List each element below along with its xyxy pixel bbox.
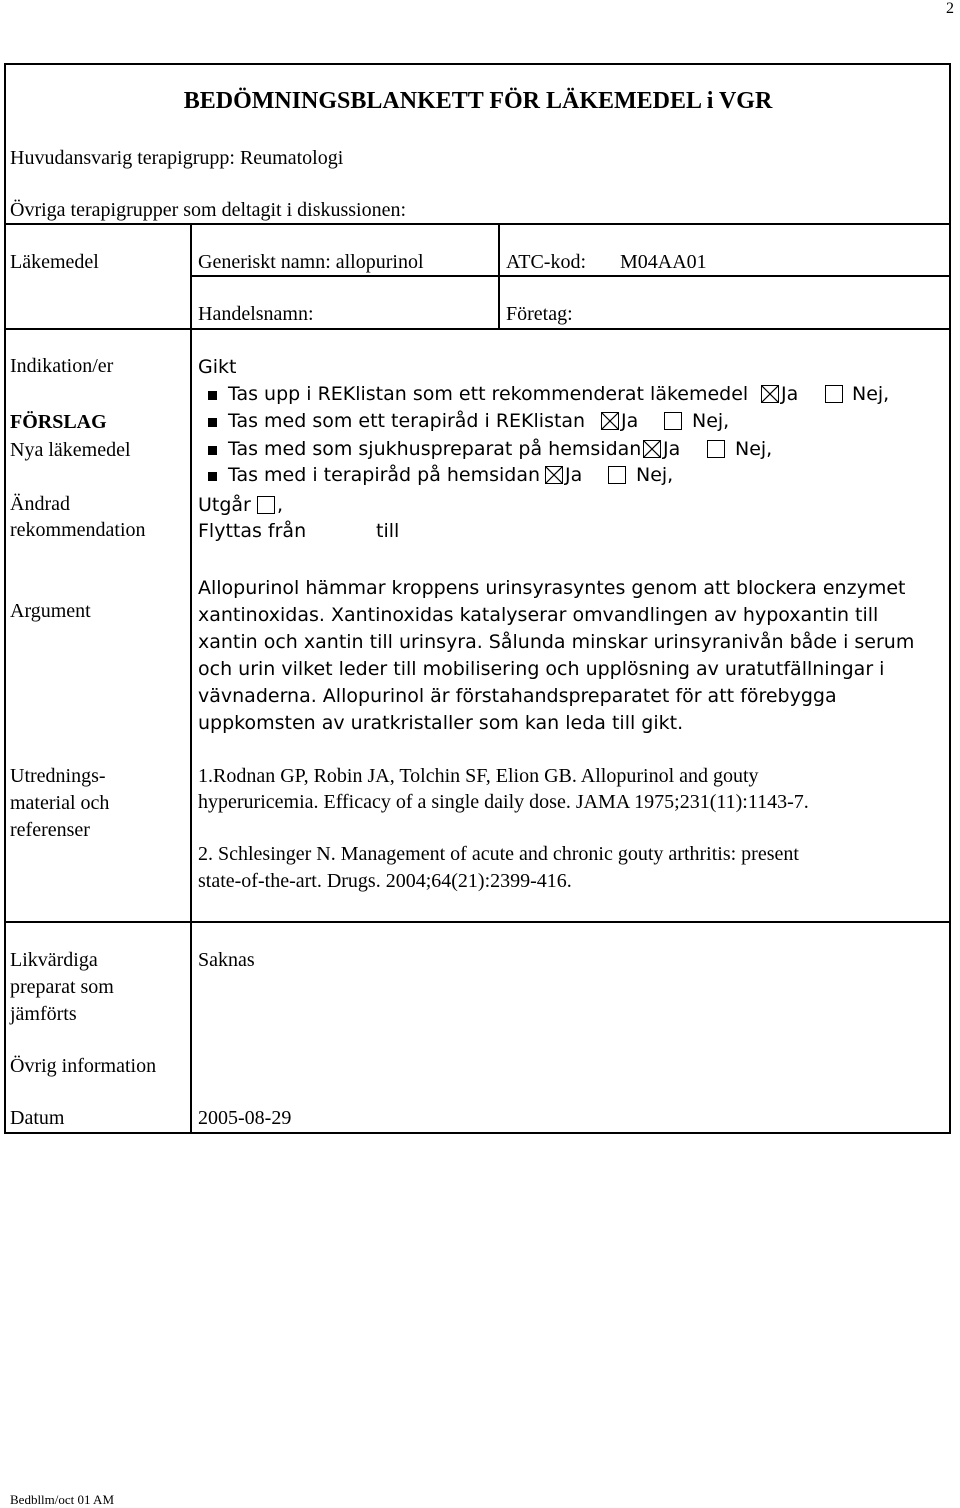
references-label-3: referenser: [10, 819, 90, 841]
bullet-icon: [208, 446, 217, 455]
references-label-2: material och: [10, 792, 110, 814]
equivalent-label-2: preparat som: [10, 976, 114, 998]
argument-line: xantin och xantin till urinsyra. Sålunda minskar urinsyranivån både i serum: [198, 631, 915, 653]
reference-item: 1.Rodnan GP, Robin JA, Tolchin SF, Elion GB. Allopurinol and gouty: [198, 765, 759, 787]
main-therapy-group: Huvudansvarig terapigrupp: Reumatologi: [10, 147, 344, 169]
ja-label: Ja: [565, 464, 583, 486]
bullet-icon: [208, 472, 217, 481]
option-text: Tas med som ett terapiråd i REKlistan: [228, 410, 586, 432]
option-text: Tas med som sjukhuspreparat på hemsidan: [228, 438, 642, 460]
page-title: BEDÖMNINGSBLANKETT FÖR LÄKEMEDEL i VGR: [183, 88, 773, 114]
nej-label: Nej,: [852, 383, 890, 405]
nej-checkbox[interactable]: [707, 440, 725, 458]
nej-checkbox[interactable]: [825, 385, 843, 403]
ja-label: Ja: [621, 410, 639, 432]
other-therapy-groups: Övriga terapigrupper som deltagit i diskussionen:: [10, 199, 407, 221]
argument-line: och urin vilket leder till mobilisering och upplösning av uratutfällningar i: [198, 658, 885, 680]
moved-to-label: till: [376, 520, 400, 542]
bullet-icon: [208, 418, 217, 427]
discontinued-label: Utgår: [198, 494, 251, 516]
date-label: Datum: [10, 1107, 65, 1129]
equivalent-value: Saknas: [198, 949, 255, 971]
company-label: Företag:: [506, 303, 573, 325]
nej-checkbox[interactable]: [608, 466, 626, 484]
ja-checkbox[interactable]: [761, 385, 779, 403]
argument-line: xantinoxidas. Xantinoxidas katalyserar omvandlingen av hypoxantin till: [198, 604, 879, 626]
indication-value: Gikt: [198, 356, 237, 378]
atc-code: M04AA01: [620, 251, 707, 273]
nej-label: Nej,: [636, 464, 674, 486]
reference-item: hyperuricemia. Efficacy of a single daily dose. JAMA 1975;231(11):1143-7.: [198, 791, 809, 813]
reference-item: state-of-the-art. Drugs. 2004;64(21):2399-416.: [198, 870, 572, 892]
ja-label: Ja: [781, 383, 799, 405]
ja-checkbox[interactable]: [545, 466, 563, 484]
other-info-label: Övrig information: [10, 1055, 157, 1077]
nej-checkbox[interactable]: [664, 412, 682, 430]
ja-checkbox[interactable]: [643, 440, 661, 458]
drug-label: Läkemedel: [10, 251, 99, 273]
nej-label: Nej,: [692, 410, 730, 432]
reference-item: 2. Schlesinger N. Management of acute and chronic gouty arthritis: present: [198, 843, 799, 865]
date-value: 2005-08-29: [198, 1107, 292, 1129]
discontinued-checkbox[interactable]: [257, 496, 275, 514]
ja-checkbox[interactable]: [601, 412, 619, 430]
equivalent-label-3: jämförts: [10, 1003, 77, 1025]
moved-from-label: Flyttas från: [198, 520, 307, 542]
proposal-label: FÖRSLAG: [10, 411, 107, 433]
argument-line: uppkomsten av uratkristaller som kan leda till gikt.: [198, 712, 684, 734]
atc-label: ATC-kod:: [506, 251, 586, 273]
footer-code: Bedbllm/oct 01 AM: [10, 1492, 114, 1507]
indication-label: Indikation/er: [10, 355, 114, 377]
argument-label: Argument: [10, 600, 91, 622]
nej-label: Nej,: [735, 438, 773, 460]
equivalent-label-1: Likvärdiga: [10, 949, 98, 971]
new-drugs-label: Nya läkemedel: [10, 439, 131, 461]
trade-name-label: Handelsnamn:: [198, 303, 314, 325]
argument-line: Allopurinol hämmar kroppens urinsyrasyntes genom att blockera enzymet: [198, 577, 906, 599]
discontinued-suffix: ,: [277, 494, 284, 516]
generic-name: Generiskt namn: allopurinol: [198, 251, 424, 273]
references-label-1: Utrednings-: [10, 765, 106, 787]
changed-recommendation-label: Ändrad: [10, 493, 70, 515]
option-text: Tas med i terapiråd på hemsidan: [228, 464, 541, 486]
changed-recommendation-label-2: rekommendation: [10, 519, 146, 541]
ja-label: Ja: [663, 438, 681, 460]
bullet-icon: [208, 391, 217, 400]
option-text: Tas upp i REKlistan som ett rekommenderat läkemedel: [228, 383, 749, 405]
argument-line: vävnaderna. Allopurinol är förstahandspreparatet för att förebygga: [198, 685, 837, 707]
page-number: 2: [946, 0, 954, 17]
